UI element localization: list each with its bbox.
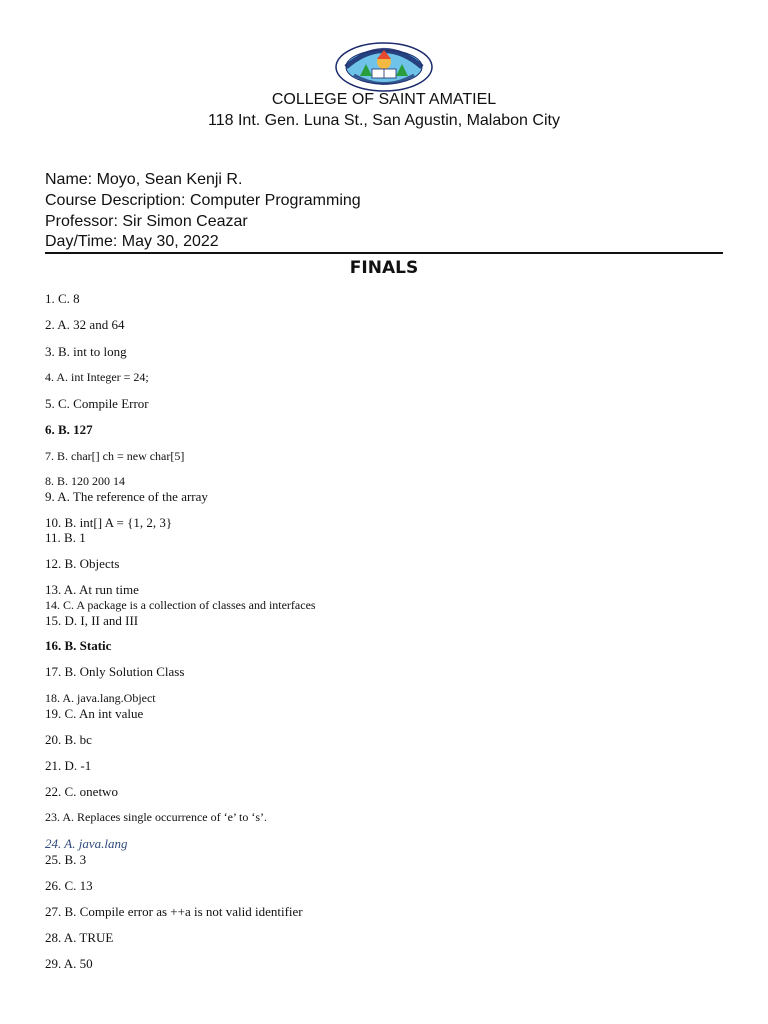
answer-item: 19. C. An int value	[45, 706, 144, 721]
answer-item: 16. B. Static	[45, 638, 112, 653]
answer-item: 10. B. int[] A = {1, 2, 3}	[45, 515, 173, 530]
answer-item: 14. C. A package is a collection of classes and interfaces	[45, 598, 316, 612]
course-description: Course Description: Computer Programming	[45, 192, 361, 209]
answer-item: 26. C. 13	[45, 878, 93, 893]
answer-item: 3. B. int to long	[45, 344, 127, 359]
answer-item: 6. B. 127	[45, 422, 93, 437]
answer-item: 13. A. At run time	[45, 582, 139, 597]
answer-item: 20. B. bc	[45, 732, 92, 747]
page-title: FINALS	[349, 258, 419, 278]
answer-item: 5. C. Compile Error	[45, 396, 149, 411]
answer-item: 8. B. 120 200 14	[45, 474, 126, 488]
answer-item: 4. A. int Integer = 24;	[45, 370, 149, 384]
header-divider	[45, 252, 723, 254]
answer-item: 18. A. java.lang.Object	[45, 691, 156, 705]
answer-item: 17. B. Only Solution Class	[45, 664, 185, 679]
answer-item: 28. A. TRUE	[45, 930, 114, 945]
answer-item: 24. A. java.lang	[45, 836, 128, 851]
answer-item: 9. A. The reference of the array	[45, 489, 208, 504]
answer-item: 15. D. I, II and III	[45, 613, 139, 628]
professor-name: Professor: Sir Simon Ceazar	[45, 213, 248, 230]
answer-item: 12. B. Objects	[45, 556, 120, 571]
answer-item: 7. B. char[] ch = new char[5]	[45, 449, 185, 463]
answer-item: 23. A. Replaces single occurrence of ‘e’ to ‘s’.	[45, 810, 268, 824]
answer-item: 27. B. Compile error as ++a is not valid identifier	[45, 904, 303, 919]
answer-item: 1. C. 8	[45, 291, 80, 306]
answer-item: 25. B. 3	[45, 852, 87, 867]
student-name: Name: Moyo, Sean Kenji R.	[45, 171, 243, 188]
exam-date: Day/Time: May 30, 2022	[45, 233, 219, 250]
college-seal-logo	[334, 42, 434, 92]
answer-item: 11. B. 1	[45, 530, 86, 545]
answer-item: 22. C. onetwo	[45, 784, 118, 799]
college-address: 118 Int. Gen. Luna St., San Agustin, Malabon City	[208, 112, 560, 129]
answer-item: 21. D. -1	[45, 758, 92, 773]
college-name: COLLEGE OF SAINT AMATIEL	[271, 91, 497, 108]
answer-item: 2. A. 32 and 64	[45, 317, 125, 332]
answer-item: 29. A. 50	[45, 956, 93, 971]
